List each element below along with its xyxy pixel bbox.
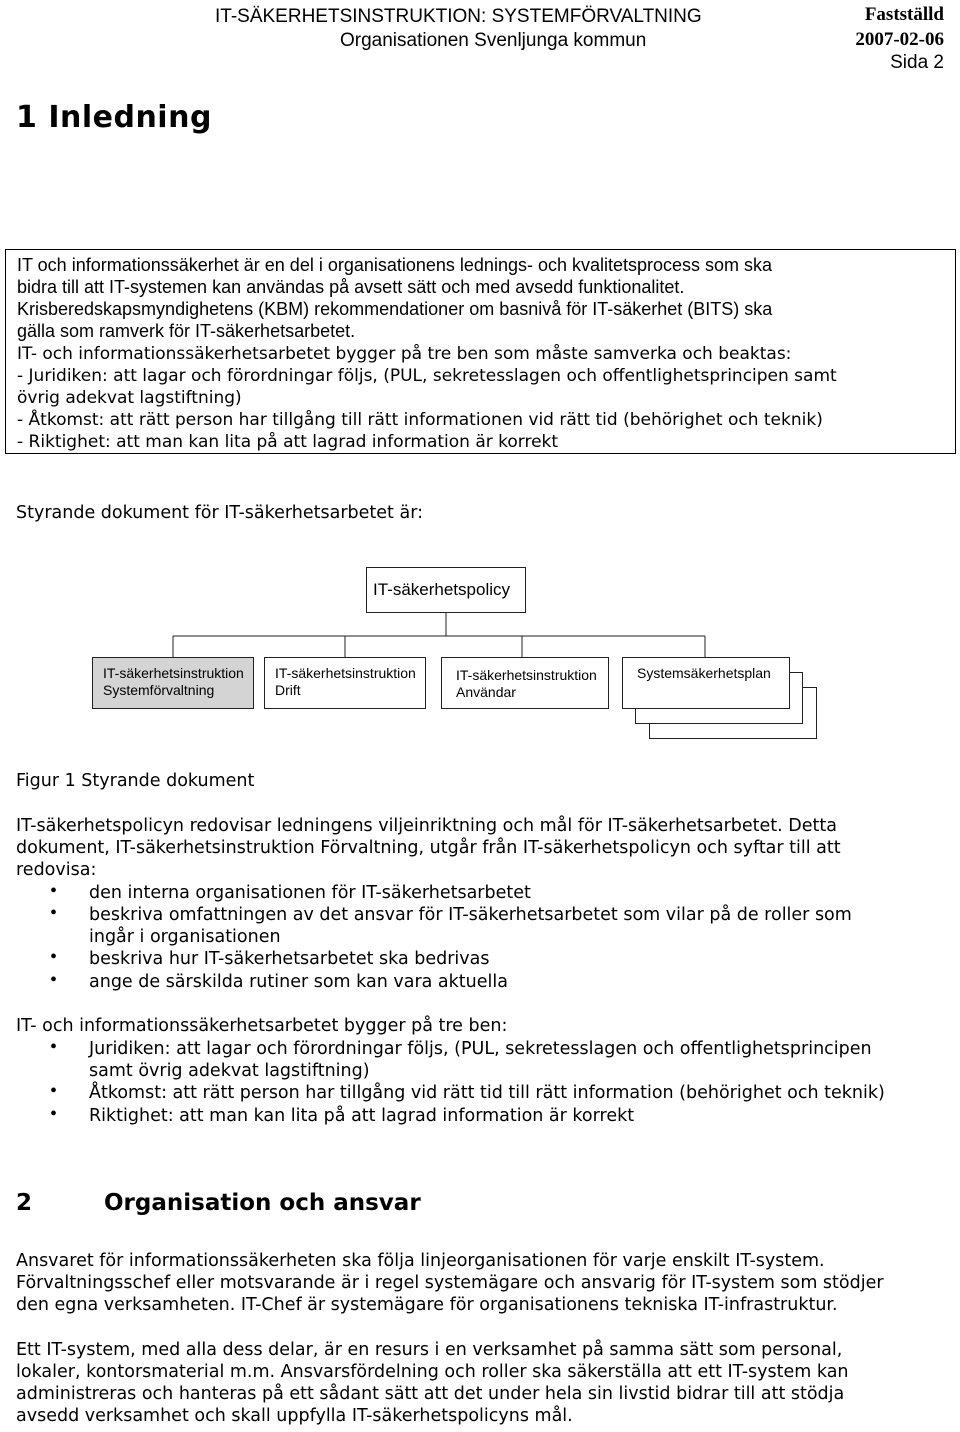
box-line1: IT-säkerhetsinstruktion: [275, 665, 416, 681]
section-2-number: 2: [16, 1190, 33, 1216]
intro-line: Krisberedskapsmyndighetens (KBM) rekommendationer om basnivå för IT-säkerhet (BITS) ska: [17, 299, 773, 319]
paragraph-line: Ansvaret för informationssäkerheten ska följa linjeorganisationen för varje enskilt IT-system.: [16, 1251, 825, 1271]
section-1-heading: 1 Inledning: [16, 100, 212, 135]
instruction-drift-box: [264, 657, 426, 709]
list-item: ange de särskilda rutiner som kan vara aktuella: [89, 972, 508, 992]
box-line1: Systemsäkerhetsplan: [637, 665, 771, 681]
intro-line: - Riktighet: att man kan lita på att lagrad information är korrekt: [17, 432, 559, 452]
paragraph-line: Ett IT-system, med alla dess delar, är en resurs i en verksamhet på samma sätt som personal,: [16, 1340, 843, 1360]
list-item: Riktighet: att man kan lita på att lagrad information är korrekt: [89, 1106, 635, 1126]
list-item: Åtkomst: att rätt person har tillgång vid rätt tid till rätt information (behörighet och teknik): [89, 1083, 885, 1103]
header-title: IT-SÄKERHETSINSTRUKTION: SYSTEMFÖRVALTNING: [215, 6, 702, 27]
box-line1: IT-säkerhetsinstruktion: [456, 667, 597, 683]
policy-box-label: IT-säkerhetspolicy: [373, 580, 510, 599]
intro-line: bidra till att IT-systemen kan användas på avsett sätt och med avsedd funktionalitet.: [17, 277, 685, 297]
section-2-heading: Organisation och ansvar: [104, 1190, 421, 1216]
paragraph-line: lokaler, kontorsmaterial m.m. Ansvarsfördelning och roller ska säkerställa att ett IT-system kan: [16, 1362, 849, 1382]
intro-line: övrig adekvat lagstiftning): [17, 388, 242, 408]
figure-caption: Figur 1 Styrande dokument: [16, 771, 255, 791]
security-plan-box: [622, 657, 790, 709]
intro-line: gälla som ramverk för IT-säkerhetsarbetet.: [17, 321, 356, 341]
intro-line: - Juridiken: att lagar och förordningar följs, (PUL, sekretesslagen och offentlighetsprincipen samt: [17, 366, 837, 386]
list-item: Juridiken: att lagar och förordningar följs, (PUL, sekretesslagen och offentlighetsprincipen: [89, 1039, 872, 1059]
instruction-anvandar-box: [441, 657, 609, 709]
header-organisation: Organisationen Svenljunga kommun: [340, 30, 647, 51]
list-item: den interna organisationen för IT-säkerhetsarbetet: [89, 883, 531, 903]
header-status: Fastställd: [864, 4, 944, 25]
list-item-continuation: ingår i organisationen: [89, 927, 281, 947]
list-item: beskriva hur IT-säkerhetsarbetet ska bedrivas: [89, 949, 490, 969]
paragraph-line: avsedd verksamhet och skall uppfylla IT-säkerhetspolicyns mål.: [16, 1406, 573, 1426]
paragraph-line: Förvaltningsschef eller motsvarande är i regel systemägare och ansvarig för IT-system som stödjer: [16, 1273, 884, 1293]
bullet-icon: •: [50, 969, 58, 991]
header-page-number: Sida 2: [890, 52, 944, 73]
list-item-continuation: samt övrig adekvat lagstiftning): [89, 1061, 370, 1081]
legs-intro: IT- och informationssäkerhetsarbetet bygger på tre ben:: [16, 1016, 508, 1036]
bullet-icon: •: [50, 880, 58, 902]
paragraph-line: dokument, IT-säkerhetsinstruktion Förvaltning, utgår från IT-säkerhetspolicyn och syftar till att: [16, 838, 841, 858]
governing-documents-intro: Styrande dokument för IT-säkerhetsarbetet är:: [16, 503, 423, 523]
box-line2: Drift: [275, 682, 301, 698]
paragraph-line: den egna verksamheten. IT-Chef är systemägare för organisationens tekniska IT-infrastruktur.: [16, 1295, 838, 1315]
intro-line: IT och informationssäkerhet är en del i organisationens lednings- och kvalitetsprocess som ska: [17, 255, 773, 275]
box-line2: Systemförvaltning: [103, 682, 215, 698]
paragraph-line: IT-säkerhetspolicyn redovisar ledningens viljeinriktning och mål för IT-säkerhetsarbetet. Detta: [16, 816, 837, 836]
bullet-icon: •: [50, 1080, 58, 1102]
bullet-icon: •: [50, 1036, 58, 1058]
intro-line: IT- och informationssäkerhetsarbetet bygger på tre ben som måste samverka och beaktas:: [17, 344, 792, 364]
bullet-icon: •: [50, 902, 58, 924]
box-line2: Användar: [456, 684, 516, 700]
box-line1: IT-säkerhetsinstruktion: [103, 665, 244, 681]
paragraph-line: administreras och hanteras på ett sådant sätt att det under hela sin livstid bidrar till att stödja: [16, 1384, 845, 1404]
policy-box: [366, 567, 526, 613]
header-date: 2007-02-06: [855, 29, 944, 50]
intro-line: - Åtkomst: att rätt person har tillgång till rätt informationen vid rätt tid (behörighet och teknik): [17, 410, 823, 430]
bullet-icon: •: [50, 1103, 58, 1125]
bullet-icon: •: [50, 946, 58, 968]
paragraph-line: redovisa:: [16, 860, 97, 880]
list-item: beskriva omfattningen av det ansvar för IT-säkerhetsarbetet som vilar på de roller som: [89, 905, 852, 925]
instruction-systemforvaltning-box: [92, 657, 254, 709]
